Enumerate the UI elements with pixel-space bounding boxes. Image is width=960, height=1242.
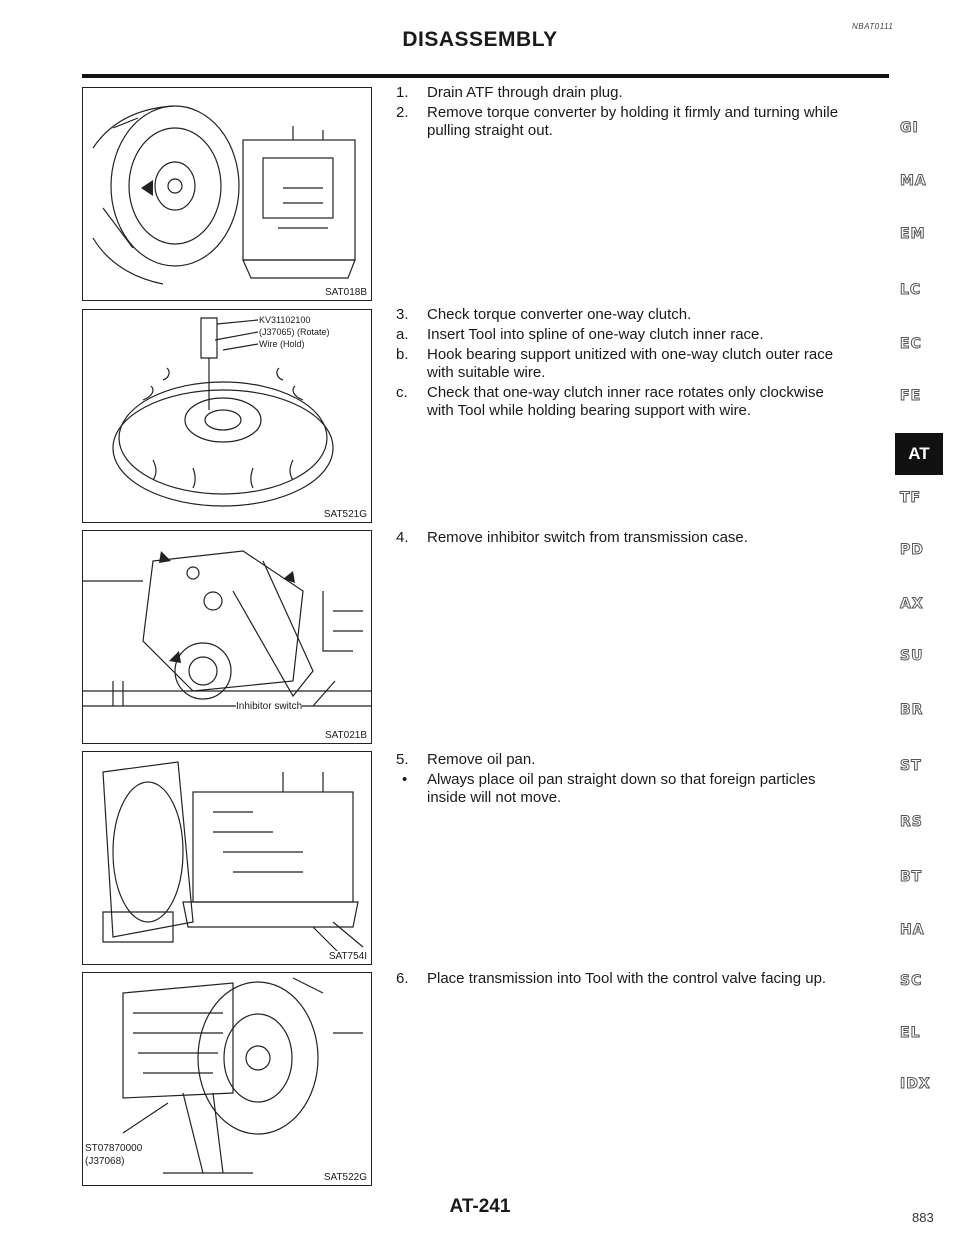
section-tab-fe[interactable]: FE: [900, 388, 922, 404]
step-4: [396, 529, 892, 547]
step-5: [396, 751, 892, 769]
section-tab-tf[interactable]: TF: [900, 490, 922, 506]
step-text: Check torque converter one-way clutch.: [427, 306, 692, 323]
section-tab-em[interactable]: EM: [900, 226, 926, 242]
figure-4-drawing: [83, 752, 371, 964]
arrow-icon: [141, 180, 153, 196]
step-number: 1.: [396, 84, 409, 101]
section-tab-ax[interactable]: AX: [900, 596, 924, 612]
figure-code: SAT522G: [323, 1172, 367, 1183]
figure-3-drawing: [83, 531, 371, 743]
step-text: with Tool while holding bearing support with wire.: [427, 402, 752, 419]
step-number: 2.: [396, 104, 409, 121]
step-text: with suitable wire.: [427, 364, 546, 381]
tool-label: (J37065) (Rotate): [259, 327, 330, 337]
figure-torque-converter-removal: [82, 87, 372, 301]
step-text: Remove oil pan.: [427, 751, 536, 768]
step-text: Check that one-way clutch inner race rotates only clockwise: [427, 384, 824, 401]
tool-label: (J37068): [85, 1156, 125, 1167]
figure-code: SAT754I: [328, 951, 367, 962]
section-tab-bt[interactable]: BT: [900, 869, 923, 885]
figure-code: SAT021B: [324, 730, 367, 741]
step-1: [396, 84, 892, 102]
figure-oil-pan: [82, 751, 372, 965]
step-5-note: [396, 771, 892, 807]
figure-2-drawing: [83, 310, 371, 522]
header-rule: [82, 74, 889, 78]
step-3a: [396, 326, 892, 344]
step-number: 4.: [396, 529, 409, 546]
step-text: Remove torque converter by holding it firmly and turning while: [427, 104, 839, 121]
step-text: inside will not move.: [427, 789, 562, 806]
step-number: 6.: [396, 970, 409, 987]
step-number: a.: [396, 326, 409, 343]
sheet-number: 883: [912, 1210, 934, 1225]
page-title: DISASSEMBLY: [402, 28, 558, 51]
arrow-icon: [169, 651, 181, 663]
step-text: Hook bearing support unitized with one-way clutch outer race: [427, 346, 834, 363]
step-text: Always place oil pan straight down so that foreign particles: [427, 771, 816, 788]
section-tab-rs[interactable]: RS: [900, 814, 923, 830]
section-tab-lc[interactable]: LC: [900, 282, 922, 298]
section-tab-el[interactable]: EL: [900, 1025, 921, 1041]
section-tab-gi[interactable]: GI: [900, 120, 919, 136]
step-3c: [396, 384, 892, 420]
wire-label: Wire (Hold): [259, 339, 305, 349]
step-number: 3.: [396, 306, 409, 323]
document-code: NBAT0111: [852, 22, 894, 31]
section-tab-ma[interactable]: MA: [900, 173, 927, 189]
step-text: Insert Tool into spline of one-way clutch inner race.: [427, 326, 764, 343]
figure-code: SAT521G: [323, 509, 367, 520]
step-6: [396, 970, 892, 988]
step-number: c.: [396, 384, 408, 401]
step-number: 5.: [396, 751, 409, 768]
figure-1-drawing: [83, 88, 371, 300]
section-tab-idx[interactable]: IDX: [900, 1076, 931, 1092]
section-tab-st[interactable]: ST: [900, 758, 922, 774]
section-tab-ha[interactable]: HA: [900, 922, 925, 938]
section-tab-ec[interactable]: EC: [900, 336, 922, 352]
figure-transmission-stand: [82, 972, 372, 1186]
step-text: pulling straight out.: [427, 122, 553, 139]
section-tab-sc[interactable]: SC: [900, 973, 923, 989]
step-text: Drain ATF through drain plug.: [427, 84, 623, 101]
tool-label: KV31102100: [259, 315, 311, 325]
section-tab-pd[interactable]: PD: [900, 542, 924, 558]
section-tab-br[interactable]: BR: [900, 702, 924, 718]
section-tab-at-active[interactable]: AT: [895, 433, 943, 475]
section-tab-su[interactable]: SU: [900, 648, 924, 664]
figure-one-way-clutch-check: [82, 309, 372, 523]
figure-code: SAT018B: [324, 287, 367, 298]
step-text: Remove inhibitor switch from transmission case.: [427, 529, 748, 546]
inhibitor-switch-label: Inhibitor switch: [236, 701, 303, 712]
figure-inhibitor-switch: [82, 530, 372, 744]
tool-label: ST07870000: [85, 1143, 143, 1154]
step-3: [396, 306, 892, 324]
page-number: AT-241: [449, 1196, 511, 1217]
arrow-icon: [159, 551, 171, 563]
step-3b: [396, 346, 892, 382]
step-text: Place transmission into Tool with the control valve facing up.: [427, 970, 827, 987]
bullet-icon: •: [402, 771, 408, 788]
step-2: [396, 104, 892, 140]
step-number: b.: [396, 346, 409, 363]
